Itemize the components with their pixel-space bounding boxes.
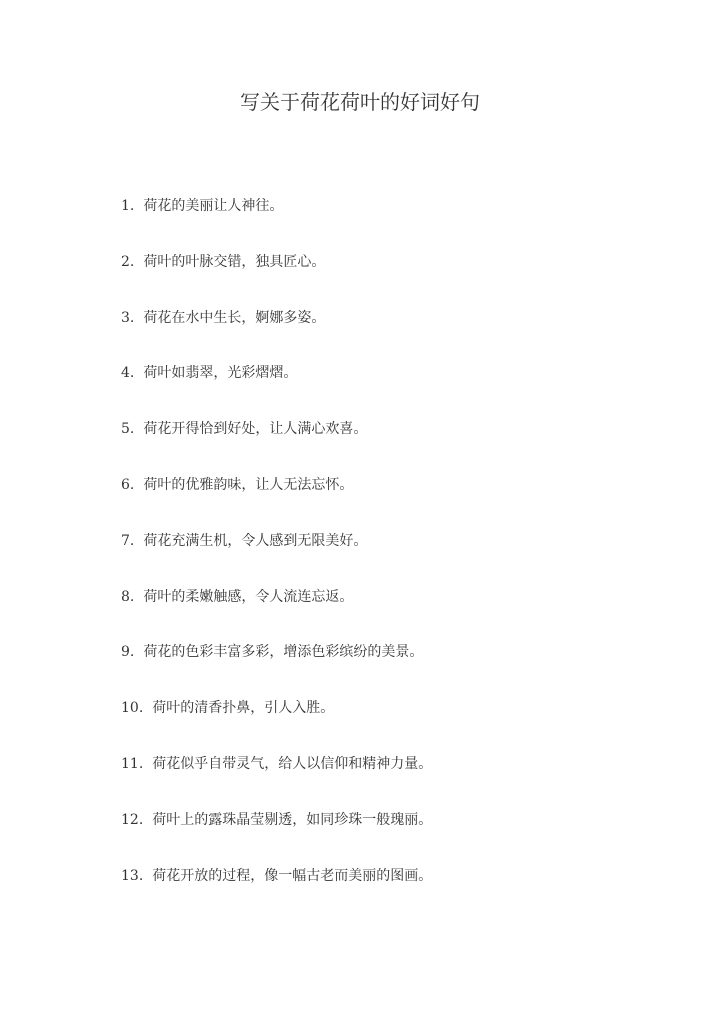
item-text: 荷叶的叶脉交错，独具匠心。 [143,253,326,270]
list-item [121,196,432,252]
item-text: 荷花开得恰到好处，让人满心欢喜。 [143,421,368,438]
item-text: 荷叶的清香扑鼻，引人入胜。 [152,700,335,717]
list-item [121,363,432,419]
list-item [121,754,432,810]
item-text: 荷花开放的过程，像一幅古老而美丽的图画。 [152,867,433,884]
item-text: 荷叶的优雅韵味，让人无法忘怀。 [143,476,354,493]
item-number: 8. [121,588,135,605]
list-item [121,587,432,643]
list-item [121,698,432,754]
item-text: 荷叶如翡翠，光彩熠熠。 [143,365,298,382]
document-title: 写关于荷花荷叶的好词好句 [240,90,480,114]
item-number: 7. [121,532,135,549]
item-number: 3. [121,309,135,326]
item-text: 荷叶的柔嫩触感，令人流连忘返。 [143,588,354,605]
item-number: 13. [121,867,144,884]
item-number: 10. [121,700,144,717]
list-item [121,419,432,475]
item-number: 1. [121,198,135,214]
item-text: 荷花的色彩丰富多彩，增添色彩缤纷的美景。 [143,644,424,661]
item-number: 4. [121,365,135,382]
list-item [121,475,432,531]
item-number: 12. [121,811,144,828]
list-item [121,866,432,922]
list-item [121,642,432,698]
item-number: 9. [121,644,135,661]
item-number: 5. [121,421,135,438]
item-text: 荷花似乎自带灵气，给人以信仰和精神力量。 [152,755,433,772]
list-item [121,308,432,364]
sentence-list [121,196,432,921]
list-item [121,531,432,587]
item-number: 11. [121,755,144,772]
item-number: 2. [121,253,135,270]
item-text: 荷叶上的露珠晶莹剔透，如同珍珠一般瑰丽。 [152,811,433,828]
list-item [121,252,432,308]
item-text: 荷花在水中生长，婀娜多姿。 [143,309,326,326]
list-item [121,810,432,866]
item-number: 6. [121,476,135,493]
item-text: 荷花的美丽让人神往。 [143,198,284,214]
item-text: 荷花充满生机，令人感到无限美好。 [143,532,368,549]
